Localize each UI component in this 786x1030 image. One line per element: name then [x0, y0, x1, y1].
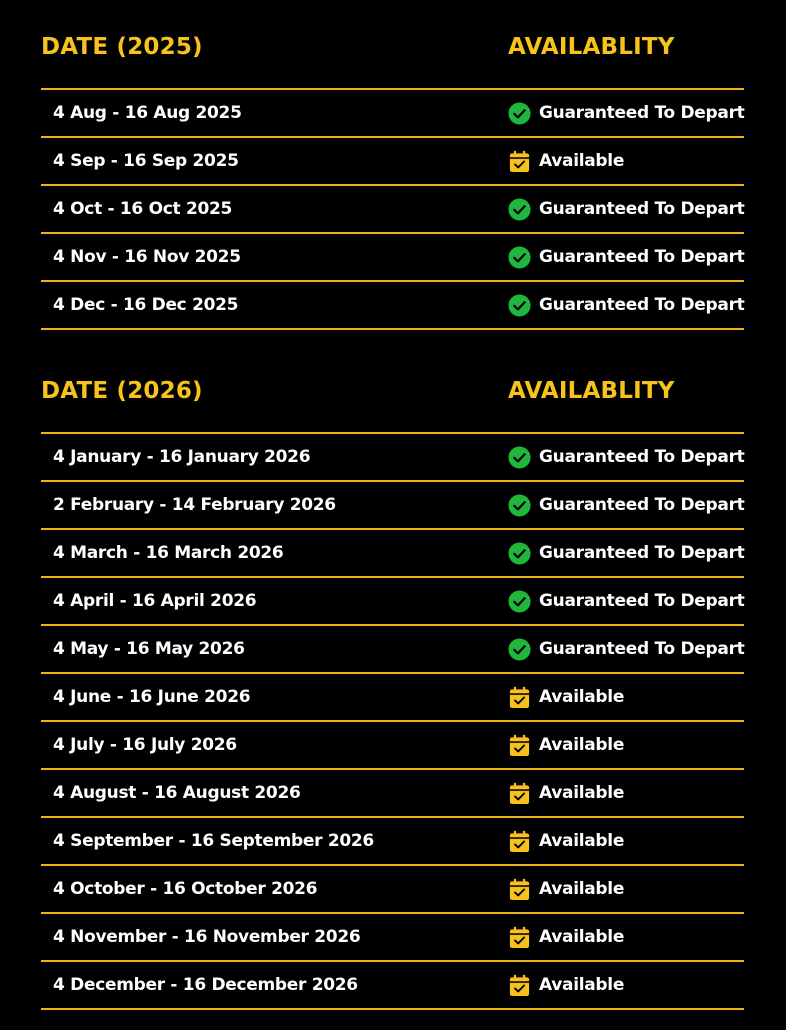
- table-row: [41, 434, 744, 482]
- departure-date-range: 4 October - 16 October 2026: [53, 879, 318, 899]
- calendar-check-icon: [508, 686, 531, 709]
- availability-status-label: Guaranteed To Depart: [539, 295, 745, 315]
- departure-date-range: 4 Dec - 16 Dec 2025: [53, 295, 239, 315]
- availability-status: [508, 282, 745, 328]
- check-circle-icon: [508, 542, 531, 565]
- departure-date-range: 4 November - 16 November 2026: [53, 927, 361, 947]
- table-row: [41, 674, 744, 722]
- departure-date-range: 4 Aug - 16 Aug 2025: [53, 103, 242, 123]
- availability-status: [508, 434, 745, 480]
- availability-status-label: Guaranteed To Depart: [539, 199, 745, 219]
- check-circle-icon: [508, 638, 531, 661]
- availability-status-label: Available: [539, 975, 625, 995]
- departure-date-range: 4 Oct - 16 Oct 2025: [53, 199, 233, 219]
- calendar-check-icon: [508, 782, 531, 805]
- availability-status-label: Available: [539, 687, 625, 707]
- table-row: [41, 482, 744, 530]
- departure-date-range: 4 April - 16 April 2026: [53, 591, 257, 611]
- table-row: [41, 866, 744, 914]
- departure-date-range: 4 June - 16 June 2026: [53, 687, 251, 707]
- availability-status-label: Available: [539, 879, 625, 899]
- table-row: [41, 186, 744, 234]
- dates-table-2026: [41, 374, 744, 1010]
- availability-column-header: AVAILABLITY: [508, 378, 675, 404]
- availability-status-label: Guaranteed To Depart: [539, 247, 745, 267]
- table-row: [41, 138, 744, 186]
- availability-status-label: Guaranteed To Depart: [539, 639, 745, 659]
- calendar-check-icon: [508, 878, 531, 901]
- calendar-check-icon: [508, 150, 531, 173]
- departure-date-range: 4 September - 16 September 2026: [53, 831, 374, 851]
- availability-status: [508, 866, 624, 912]
- table-row: [41, 530, 744, 578]
- table-header-2025: [41, 30, 744, 88]
- availability-status: [508, 90, 745, 136]
- table-row: [41, 234, 744, 282]
- availability-status: [508, 770, 624, 816]
- table-row: [41, 770, 744, 818]
- table-row: [41, 578, 744, 626]
- table-rows-2025: [41, 88, 744, 330]
- availability-column-header: AVAILABLITY: [508, 34, 675, 60]
- date-column-header: DATE (2025): [41, 34, 203, 60]
- departure-date-range: 4 August - 16 August 2026: [53, 783, 301, 803]
- table-row: [41, 962, 744, 1010]
- availability-status-label: Guaranteed To Depart: [539, 495, 745, 515]
- check-circle-icon: [508, 198, 531, 221]
- availability-status: [508, 578, 745, 624]
- availability-status: [508, 234, 745, 280]
- availability-status-label: Guaranteed To Depart: [539, 543, 745, 563]
- departure-date-range: 4 Sep - 16 Sep 2025: [53, 151, 239, 171]
- departure-date-range: 4 March - 16 March 2026: [53, 543, 284, 563]
- table-row: [41, 914, 744, 962]
- availability-status-label: Available: [539, 735, 625, 755]
- availability-status: [508, 914, 624, 960]
- availability-status-label: Available: [539, 151, 625, 171]
- table-rows-2026: [41, 432, 744, 1010]
- availability-status: [508, 482, 745, 528]
- availability-status-label: Guaranteed To Depart: [539, 447, 745, 467]
- departure-date-range: 4 January - 16 January 2026: [53, 447, 311, 467]
- availability-status-label: Available: [539, 831, 625, 851]
- availability-status-label: Guaranteed To Depart: [539, 591, 745, 611]
- availability-status: [508, 818, 624, 864]
- check-circle-icon: [508, 294, 531, 317]
- table-header-2026: [41, 374, 744, 432]
- table-row: [41, 282, 744, 330]
- check-circle-icon: [508, 246, 531, 269]
- date-column-header: DATE (2026): [41, 378, 203, 404]
- availability-status: [508, 138, 624, 184]
- availability-status-label: Available: [539, 927, 625, 947]
- table-row: [41, 722, 744, 770]
- availability-status: [508, 626, 745, 672]
- availability-status: [508, 530, 745, 576]
- dates-table-2025: [41, 30, 744, 330]
- check-circle-icon: [508, 446, 531, 469]
- calendar-check-icon: [508, 926, 531, 949]
- availability-status: [508, 186, 745, 232]
- check-circle-icon: [508, 590, 531, 613]
- check-circle-icon: [508, 102, 531, 125]
- availability-status: [508, 674, 624, 720]
- availability-status-label: Available: [539, 783, 625, 803]
- departure-date-range: 4 Nov - 16 Nov 2025: [53, 247, 241, 267]
- availability-status: [508, 962, 624, 1008]
- availability-status: [508, 722, 624, 768]
- table-row: [41, 626, 744, 674]
- table-row: [41, 818, 744, 866]
- calendar-check-icon: [508, 734, 531, 757]
- calendar-check-icon: [508, 830, 531, 853]
- calendar-check-icon: [508, 974, 531, 997]
- check-circle-icon: [508, 494, 531, 517]
- departure-date-range: 4 July - 16 July 2026: [53, 735, 237, 755]
- departure-date-range: 4 May - 16 May 2026: [53, 639, 245, 659]
- table-row: [41, 90, 744, 138]
- departure-date-range: 2 February - 14 February 2026: [53, 495, 336, 515]
- departure-date-range: 4 December - 16 December 2026: [53, 975, 358, 995]
- availability-status-label: Guaranteed To Depart: [539, 103, 745, 123]
